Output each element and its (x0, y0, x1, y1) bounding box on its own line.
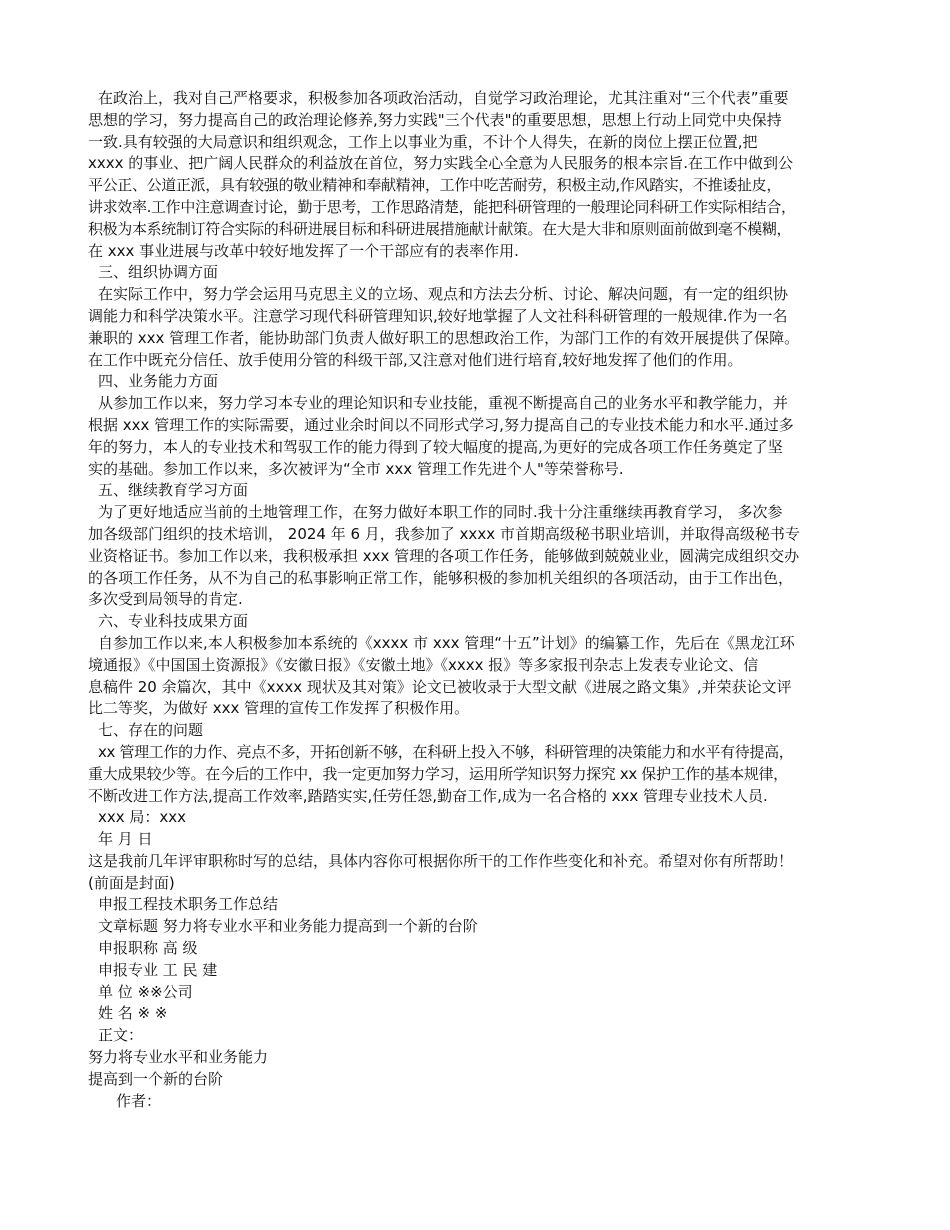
text-line: 境通报》《中国国土资源报》《安徽日报》《安徽土地》《xxxx 报》等多家报刊杂志上发表专业论文、信 (88, 655, 759, 674)
article-title-line-1: 努力将专业水平和业务能力 (88, 1048, 269, 1067)
text-line: 积极为本系统制订符合实际的科研进展目标和科研进展措施献计献策。在大是大非和原则面前做到毫不模糊， (88, 219, 792, 238)
text-line: 从参加工作以来，努力学习本专业的理论知识和专业技能，重视不断提高自己的业务水平和教学能力，并 (98, 394, 789, 413)
text-line: 自参加工作以来,本人积极参加本系统的《xxxx 市 xxx 管理“十五”计划》的编纂工作，先后在《黑龙江环 (98, 633, 795, 652)
text-line: 思想的学习，努力提高自己的政治理论修养,努力实践"三个代表"的重要思想，思想上行动上同党中央保持 (88, 110, 782, 129)
cover-field-article-title: 文章标题 努力将专业水平和业务能力提高到一个新的台阶 (98, 917, 478, 936)
note-line: (前面是封面) (88, 873, 175, 892)
text-line: 多次受到局领导的肯定. (88, 590, 243, 609)
text-line: 讲求效率.工作中注意调查讨论，勤于思考，工作思路清楚，能把科研管理的一般理论同科研工作实际相结合， (88, 197, 796, 216)
text-line: 息稿件 20 余篇次，其中《xxxx 现状及其对策》论文已被收录于大型文献《进展之路文集》,并荣获论文评 (88, 677, 792, 696)
article-title-line-2: 提高到一个新的台阶 (88, 1069, 224, 1088)
cover-field-title: 申报职称 高 级 (98, 939, 198, 958)
text-line: 兼职的 xxx 管理工作者，能协助部门负责人做好职工的思想政治工作，为部门工作的有效开展提供了保障。 (88, 328, 800, 347)
section-heading: 七、存在的问题 (98, 721, 204, 740)
text-line: 在实际工作中，努力学会运用马克思主义的立场、观点和方法去分析、讨论、解决问题，有一定的组织协 (98, 285, 789, 304)
section-heading: 四、业务能力方面 (98, 372, 219, 391)
cover-field-name: 姓 名 ※ ※ (98, 1004, 168, 1023)
note-line: 这是我前几年评审职称时写的总结，具体内容你可根据你所干的工作作些变化和补充。希望对你有所帮助！ (88, 851, 794, 870)
text-line: 调能力和科学决策水平。注意学习现代科研管理知识,较好地掌握了人文社科科研管理的一般规律.作为一名 (88, 306, 788, 325)
text-line: 年的努力，本人的专业技术和驾驭工作的能力得到了较大幅度的提高,为更好的完成各项工作任务奠定了坚 (88, 437, 783, 456)
text-line: 一致.具有较强的大局意识和组织观念，工作上以事业为重，不计个人得失，在新的岗位上摆正位置,把 (88, 132, 758, 151)
text-line: 实的基础。参加工作以来，多次被评为“全市 xxx 管理工作先进个人"等荣誉称号. (88, 459, 624, 478)
text-line: 在 xxx 事业进展与改革中较好地发挥了一个干部应有的表率作用. (88, 241, 519, 260)
text-line: 业资格证书。参加工作以来，我积极承担 xxx 管理的各项工作任务，能够做到兢兢业业，圆满完成组织交办 (88, 546, 800, 565)
author-label: 作者： (116, 1091, 162, 1110)
text-line: 为了更好地适应当前的土地管理工作，在努力做好本职工作的同时.我十分注重继续再教育学习， 多次参 (98, 503, 783, 522)
text-line: 比二等奖，为做好 xxx 管理的宣传工作发挥了积极作用。 (88, 699, 470, 718)
body-label: 正文： (98, 1026, 144, 1045)
text-line: 的各项工作任务，从不为自己的私事影响正常工作，能够积极的参加机关组织的各项活动，由于工作出色， (88, 568, 794, 587)
signature-date: 年 月 日 (98, 830, 153, 849)
signature-org: xxx 局：xxx (98, 808, 187, 827)
text-line: 加各级部门组织的技术培训， 2024 年 6 月，我参加了 xxxx 市首期高级秘书职业培训，并取得高级秘书专 (88, 524, 800, 543)
text-line: 根据 xxx 管理工作的实际需要，通过业余时间以不同形式学习,努力提高自己的专业技术能力和水平.通过多 (88, 415, 794, 434)
section-heading: 五、继续教育学习方面 (98, 481, 249, 500)
text-line: 重大成果较少等。在今后的工作中，我一定更加努力学习，运用所学知识努力探究 xx 保护工作的基本规律， (88, 764, 788, 783)
document-body (88, 88, 868, 1112)
cover-title: 申报工程技术职务工作总结 (98, 895, 279, 914)
section-heading: 六、专业科技成果方面 (98, 612, 249, 631)
text-line: 不断改进工作方法,提高工作效率,踏踏实实,任劳任怨,勤奋工作,成为一名合格的 xxx 管理专业技术人员. (88, 786, 768, 805)
text-line: 在政治上，我对自己严格要求，积极参加各项政治活动，自觉学习政治理论，尤其注重对“三个代表”重要 (98, 89, 789, 107)
text-line: 在工作中既充分信任、放手使用分管的科级干部,又注意对他们进行培育,较好地发挥了他们的作用。 (88, 350, 743, 369)
cover-field-unit: 单 位 ※※公司 (98, 982, 193, 1001)
section-heading: 三、组织协调方面 (98, 263, 219, 282)
text-line: xx 管理工作的力作、亮点不多，开拓创新不够，在科研上投入不够，科研管理的决策能力和水平有待提高， (98, 742, 794, 761)
text-line: 平公正、公道正派，具有较强的敬业精神和奉献精神，工作中吃苦耐劳，积极主动,作风踏实，不推诿扯皮， (88, 176, 781, 195)
cover-field-specialty: 申报专业 工 民 建 (98, 960, 218, 979)
text-line: xxxx 的事业、把广阔人民群众的利益放在首位，努力实践全心全意为人民服务的根本宗旨.在工作中做到公 (88, 154, 794, 173)
